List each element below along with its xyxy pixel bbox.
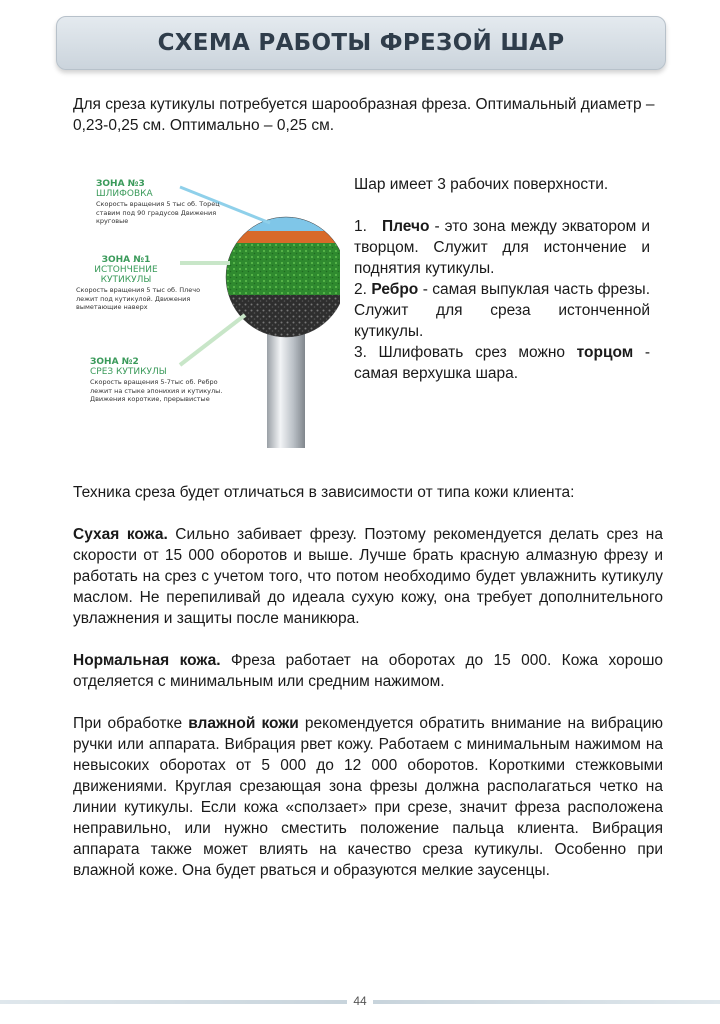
normal-skin-term: Нормальная кожа. — [73, 652, 221, 669]
zone1-subtitle: ИСТОНЧЕНИЕ КУТИКУЛЫ — [94, 265, 158, 285]
technique-intro: Техника среза будет отличаться в зависимости от типа кожи клиента: — [73, 484, 575, 501]
item3-pre: 3. Шлифовать срез можно — [354, 344, 577, 361]
zone2-subtitle: СРЕЗ КУТИКУЛЫ — [90, 367, 167, 377]
zone1-desc: Скорость вращения 5 тыс об. Плечо лежит под кутикулой. Движения выметающие наверх — [76, 286, 201, 311]
moist-skin-text: рекомендуется обратить внимание на вибрацию ручки или аппарата. Вибрация рвет кожу. Работаем с минимальным нажимом на невысоких оборотах от 5 000 до 12 000 оборотов. Короткими стежковыми движениями. Круглая срезающая зона фрезы должна располагаться четко на линии кутикулы. Если кожа «сползает» при срезе, значит фреза расположена неправильно, или нужно сместить положение пальца клиента. Вибрация аппарата также может влиять на качество среза кутикулы. Особенно при влажной коже. Она будет рваться и образуются мелкие заусенцы. — [73, 715, 663, 879]
item3-term: торцом — [576, 344, 634, 361]
item2-text: - самая выпуклая часть фрезы. Служит для среза истонченной кутикулы. — [354, 281, 650, 340]
item2-number: 2. — [354, 281, 367, 298]
item1-number: 1. — [354, 218, 367, 235]
zone2-desc: Скорость вращения 5-7тыс об. Ребро лежит на стыке эпонихия и кутикулы. Движения короткие, прерывистые — [90, 378, 223, 403]
dry-skin-text: Сильно забивает фрезу. Поэтому рекомендуется делать срез на скорости от 15 000 оборотов и выше. Лучше брать красную алмазную фрезу и работать на срез с учетом того, что потом необходимо будет увлажнить кутикулу маслом. Не перепиливай до идеала сухую кожу, она требует дополнительного увлажнения и защиты после маникюра. — [73, 526, 663, 627]
bur-ball — [220, 213, 340, 353]
dry-skin-term: Сухая кожа. — [73, 526, 168, 543]
bur-shaft — [267, 320, 305, 448]
bur-diagram — [70, 165, 340, 455]
item2-term: Ребро — [371, 281, 419, 298]
item1-text: - это зона между экватором и творцом. Служит для истончение и поднятия кутикулы. — [354, 218, 650, 277]
page-title: СХЕМА РАБОТЫ ФРЕЗОЙ ШАР — [157, 30, 565, 56]
item3-text: - самая верхушка шара. — [354, 344, 651, 382]
surface-item-2 — [354, 279, 650, 342]
zone2-title: ЗОНА №2 — [90, 357, 139, 367]
normal-skin-paragraph — [73, 650, 663, 692]
page-header — [56, 16, 666, 70]
zone1-title: ЗОНА №1 — [101, 255, 151, 265]
surfaces-column — [354, 174, 650, 384]
moist-skin-paragraph — [73, 713, 663, 881]
page-number-text: 44 — [347, 994, 372, 1008]
zone3-label — [96, 179, 236, 226]
item1-term: Плечо — [382, 218, 430, 235]
page-number — [0, 994, 720, 1008]
zone2-label — [90, 357, 230, 404]
normal-skin-text: Фреза работает на оборотах до 15 000. Кожа хорошо отделяется с минимальным или средним нажимом. — [73, 652, 664, 690]
surface-item-1 — [354, 216, 650, 279]
surfaces-intro: Шар имеет 3 рабочих поверхности. — [354, 176, 609, 193]
moist-skin-term: влажной кожи — [188, 715, 299, 732]
intro-paragraph: Для среза кутикулы потребуется шарообразная фреза. Оптимальный диаметр – 0,23-0,25 см. Оптимально – 0,25 см. — [73, 96, 655, 134]
zone3-subtitle: ШЛИФОВКА — [96, 189, 153, 199]
dry-skin-paragraph — [73, 524, 663, 629]
zone1-label — [76, 255, 216, 312]
zone3-desc: Скорость вращения 5 тыс об. Торец ставим под 90 градусов Движения круговые — [96, 200, 220, 225]
moist-skin-pre: При обработке — [73, 715, 189, 732]
surface-item-3 — [354, 342, 650, 384]
zone3-title: ЗОНА №3 — [96, 179, 145, 189]
technique-section — [73, 482, 663, 881]
